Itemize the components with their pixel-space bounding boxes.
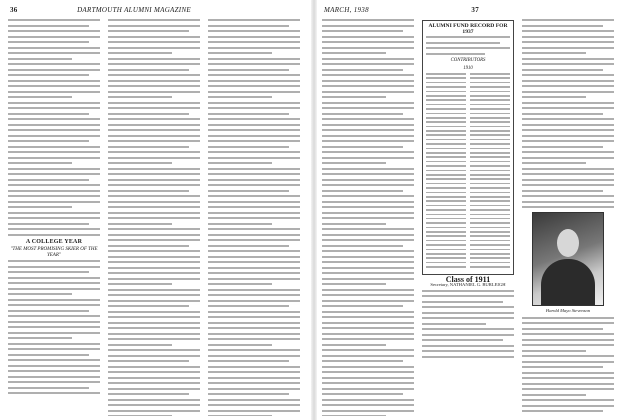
contributors-label: CONTRIBUTORS: [450, 58, 486, 63]
class-heading: Class of 1911: [445, 274, 491, 284]
right-running-title: MARCH, 1938: [324, 6, 369, 14]
left-page-number: 36: [10, 6, 18, 14]
contributors-list: [426, 73, 510, 271]
left-column-2: [108, 18, 200, 416]
left-column-1: [8, 18, 100, 416]
photo-caption: Harold Mayo Stevenson: [545, 308, 591, 313]
right-column-2: [422, 18, 514, 416]
right-running-head: [324, 6, 479, 14]
portrait-face: [557, 229, 579, 257]
class-secretary: Secretary, NATHANIEL G. BURLEIGH: [430, 282, 506, 288]
section-heading: A COLLEGE YEAR: [25, 238, 83, 245]
fund-box-title: ALUMNI FUND RECORD FOR 1937: [428, 23, 508, 35]
left-column-3: [208, 18, 300, 416]
right-page: [314, 0, 628, 420]
left-running-head: [10, 6, 191, 14]
right-column-3: [522, 18, 614, 416]
contributors-year: 1910: [463, 65, 473, 71]
right-page-number: 37: [471, 6, 480, 14]
alumni-fund-box: [422, 20, 514, 275]
portrait-shoulders: [541, 259, 595, 305]
right-column-1: [322, 18, 414, 416]
feature-title: "THE MOST PROMISING SKIER OF THE YEAR": [10, 247, 98, 258]
left-running-title: DARTMOUTH ALUMNI MAGAZINE: [77, 6, 191, 14]
portrait-photo: [532, 212, 604, 306]
